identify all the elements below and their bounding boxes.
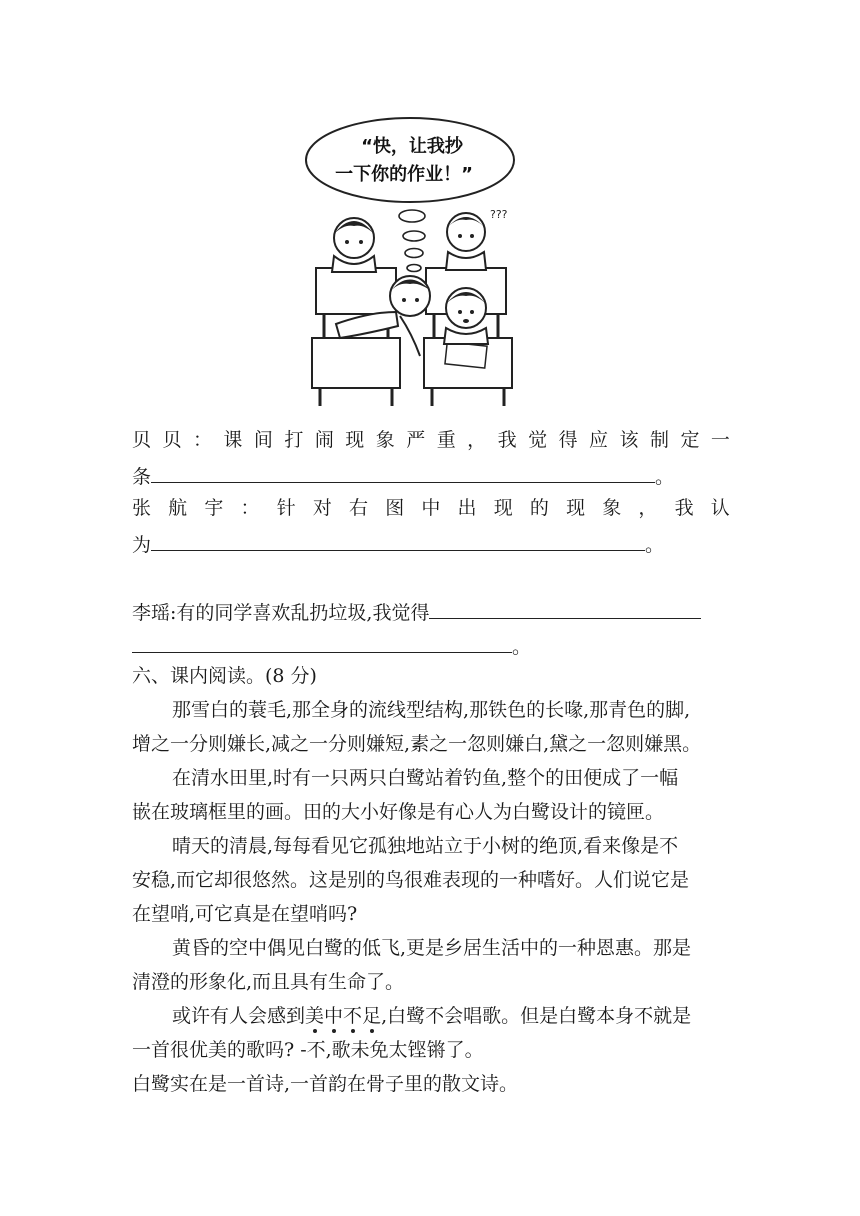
beibei-statement-line2: 条 。 <box>132 460 674 491</box>
emphasis-dot-char: 不 <box>343 1005 363 1027</box>
emphasis-dot-char: 中 <box>324 1005 344 1027</box>
passage-p3-line3: 在望哨,可它真是在望哨吗? <box>132 903 358 925</box>
passage-p4-line2: 清澄的形象化,而且具有生命了。 <box>132 971 405 993</box>
classroom-illustration <box>300 112 520 408</box>
passage-p4-line1: 黄昏的空中偶见白鹭的低飞,更是乡居生活中的一种恩惠。那是 <box>172 937 692 959</box>
speech-text-line1: “快，让我抄 <box>361 136 463 157</box>
passage-p3-line2: 安稳,而它却很悠然。这是别的鸟很难表现的一种嗜好。人们说它是 <box>132 869 690 891</box>
answer-blank-liyao-1[interactable] <box>429 596 701 619</box>
section-heading: 六、课内阅读。(8 分) <box>132 665 317 687</box>
passage-p5-line1: 或许有人会感到美中不足,白鹭不会唱歌。但是白鹭本身不就是 <box>172 1005 692 1027</box>
passage-p5-line2: 一首很优美的歌吗? -不,歌未免太铿锵了。 <box>132 1039 484 1061</box>
liyao-statement-line2: 。 <box>132 630 531 661</box>
zhang-statement-line2: 为 。 <box>132 528 664 559</box>
answer-blank-zhang[interactable] <box>151 528 645 551</box>
beibei-statement-line1: 贝 贝 ： 课 间 打 闹 现 象 严 重 ， 我 觉 得 应 该 制 定 一 <box>132 429 730 451</box>
answer-blank-beibei[interactable] <box>151 460 655 483</box>
passage-p2-line1: 在清水田里,时有一只两只白鹭站着钓鱼,整个的田便成了一幅 <box>172 767 679 789</box>
svg-text:???: ??? <box>490 208 508 221</box>
answer-blank-liyao-2[interactable] <box>132 630 512 653</box>
liyao-statement-line1: 李瑶:有的同学喜欢乱扔垃圾,我觉得 <box>132 596 701 627</box>
passage-p6-line1: 白鹭实在是一首诗,一首韵在骨子里的散文诗。 <box>132 1073 519 1095</box>
emphasis-dot-char: 美 <box>305 1005 325 1027</box>
passage-p2-line2: 嵌在玻璃框里的画。田的大小好像是有心人为白鹭设计的镜匣。 <box>132 801 665 823</box>
speech-bubble <box>306 118 514 202</box>
passage-p1-line1: 那雪白的蓑毛,那全身的流线型结构,那铁色的长喙,那青色的脚, <box>172 699 691 721</box>
passage-p1-line2: 增之一分则嫌长,减之一分则嫌短,素之一忽则嫌白,黛之一忽则嫌黑。 <box>132 733 702 755</box>
passage-p3-line1: 晴天的清晨,每每看见它孤独地站立于小树的绝顶,看来像是不 <box>172 835 679 857</box>
emphasis-dot-char: 足 <box>362 1005 382 1027</box>
zhang-statement-line1: 张 航 宇 ： 针 对 右 图 中 出 现 的 现 象 ， 我 认 <box>132 497 730 519</box>
speech-text-line2: 一下你的作业！” <box>335 164 473 185</box>
